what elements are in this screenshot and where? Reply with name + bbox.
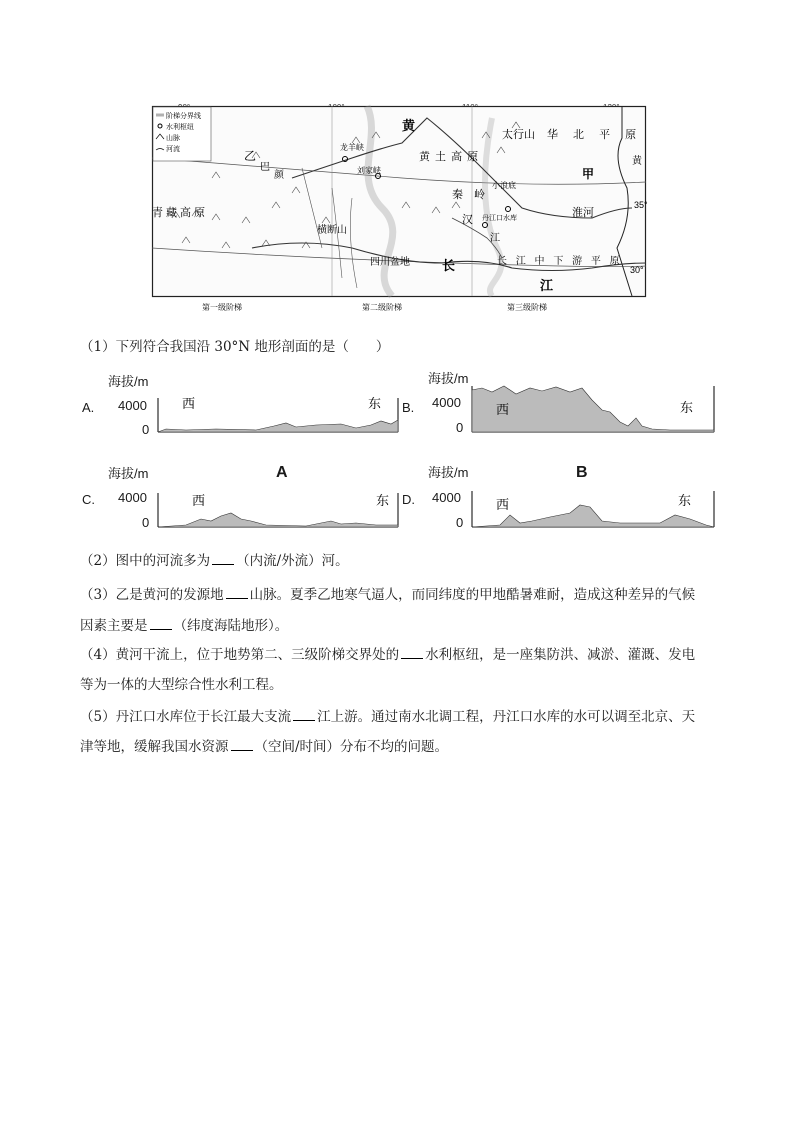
- q5-l2-b: （空间/时间）分布不均的问题。: [254, 739, 449, 755]
- chart-b-caption: B: [576, 464, 588, 481]
- label-huai: 淮河: [572, 207, 594, 219]
- label-sichuan: 四川盆地: [370, 257, 410, 268]
- option-b[interactable]: B.: [402, 400, 415, 415]
- chart-c-axis-title: 海拔/m: [108, 466, 149, 481]
- label-liujia: 刘家峡: [357, 166, 381, 175]
- chart-d-east: 东: [678, 494, 692, 509]
- chart-d-tick-0: 0: [456, 515, 464, 530]
- q5-answer-blank-1[interactable]: [293, 708, 315, 721]
- label-step-2: 第二级阶梯: [362, 303, 402, 312]
- q2-after: （内流/外流）河。: [236, 553, 349, 569]
- chart-d-tick-4000: 4000: [432, 490, 461, 505]
- label-huabei: 华 北 平 原: [547, 129, 643, 141]
- chart-c-tick-0: 0: [142, 515, 150, 530]
- option-a[interactable]: A.: [82, 400, 95, 415]
- chart-a-tick-0: 0: [142, 422, 150, 437]
- label-jiang-han: 江: [490, 233, 500, 244]
- label-jiang: 江: [540, 278, 554, 293]
- q3-l2-b: （纬度海陆地形）。: [173, 618, 289, 634]
- q3-l2-a: 因素主要是: [80, 618, 148, 634]
- q5-answer-blank-2[interactable]: [231, 738, 253, 751]
- chart-b-west: 西: [496, 403, 510, 418]
- q1-stem: （1）下列符合我国沿 30°N 地形剖面的是（ ）: [80, 339, 390, 355]
- chart-a-east: 东: [368, 397, 382, 412]
- chart-b-tick-4000: 4000: [432, 395, 461, 410]
- q3-l1-a: （3）乙是黄河的发源地: [80, 587, 224, 603]
- q4-l1-b: 水利枢纽，是一座集防洪、减淤、灌溉、发电: [425, 647, 696, 663]
- label-jia: 甲: [582, 167, 595, 181]
- chart-c-east: 东: [376, 494, 390, 509]
- q2-before: （2）图中的河流多为: [80, 553, 211, 569]
- label-step-3: 第三级阶梯: [507, 303, 547, 312]
- q4-l2: 等为一体的大型综合性水利工程。: [80, 677, 283, 693]
- chart-c-west: 西: [192, 494, 206, 509]
- label-latitude-35: 35°: [634, 200, 648, 210]
- q4-line1: [80, 640, 720, 670]
- chart-a-axis-title: 海拔/m: [108, 374, 149, 389]
- q3-answer-blank-2[interactable]: [150, 617, 172, 630]
- q2-answer-blank[interactable]: [212, 552, 234, 565]
- chart-d-west: 西: [496, 498, 510, 513]
- label-step-1: 第一级阶梯: [202, 303, 242, 312]
- chart-c-tick-4000: 4000: [118, 490, 147, 505]
- label-ba: 巴: [260, 162, 270, 173]
- profile-chart-d: [470, 485, 716, 529]
- chart-a-caption: A: [276, 464, 288, 481]
- label-longyang: 龙羊峡: [340, 143, 364, 152]
- profile-chart-c: [156, 485, 400, 529]
- label-danjiangkou: 丹江口水库: [482, 215, 517, 222]
- q5-l1-b: 江上游。通过南水北调工程，丹江口水库的水可以调至北京、天: [317, 709, 696, 725]
- option-c[interactable]: C.: [82, 492, 95, 507]
- chart-a-west: 西: [182, 397, 196, 412]
- option-d[interactable]: D.: [402, 492, 415, 507]
- q4-answer-blank[interactable]: [401, 646, 423, 659]
- legend-mountain: 山脉: [166, 135, 180, 142]
- q2: [80, 546, 720, 576]
- q4-l1-a: （4）黄河干流上，位于地势第二、三级阶梯交界处的: [80, 647, 400, 663]
- chart-d-axis-title: 海拔/m: [428, 465, 469, 480]
- legend-river: 河流: [166, 146, 180, 153]
- q5-l2-a: 津等地，缓解我国水资源: [80, 739, 229, 755]
- label-han: 汉: [462, 214, 473, 226]
- label-qingzang: 青藏高原: [152, 207, 208, 219]
- legend-step-boundary: 阶梯分界线: [166, 113, 201, 120]
- q3-l1-b: 山脉。夏季乙地寒气逼人，而同纬度的甲地酷暑难耐，造成这种差异的气候: [249, 587, 696, 603]
- q5-line1: [80, 702, 720, 732]
- profile-chart-b: [470, 382, 716, 434]
- profile-chart-a: [156, 388, 400, 434]
- q3-answer-blank-1[interactable]: [226, 586, 248, 599]
- label-loess: 黄 土 高 原: [419, 151, 480, 163]
- label-plain: 长 江 中 下 游 平 原: [497, 256, 623, 267]
- label-taihang: 太行山: [502, 129, 535, 141]
- label-yan: 颜: [274, 170, 284, 181]
- q5-line2: [80, 732, 720, 762]
- chart-b-axis-title: 海拔/m: [428, 371, 469, 386]
- label-xiaolangdi: 小浪底: [492, 181, 516, 190]
- q4-line2: [80, 670, 720, 700]
- label-latitude-30: 30°: [630, 265, 644, 275]
- terrain-map: [152, 98, 648, 312]
- legend-hydro: 水利枢纽: [166, 124, 194, 131]
- chart-a-tick-4000: 4000: [118, 398, 147, 413]
- label-chang: 长: [442, 258, 456, 273]
- label-qinling: 秦 岭: [452, 189, 490, 201]
- label-yi: 乙: [244, 149, 257, 163]
- q3-line1: [80, 580, 720, 610]
- label-hengduan: 横断山: [317, 225, 347, 236]
- q3-line2: [80, 611, 720, 641]
- chart-b-tick-0: 0: [456, 420, 464, 435]
- label-huang-sea: 黄: [632, 156, 642, 167]
- q5-l1-a: （5）丹江口水库位于长江最大支流: [80, 709, 292, 725]
- chart-b-east: 东: [680, 401, 694, 416]
- label-huang: 黄: [402, 118, 416, 133]
